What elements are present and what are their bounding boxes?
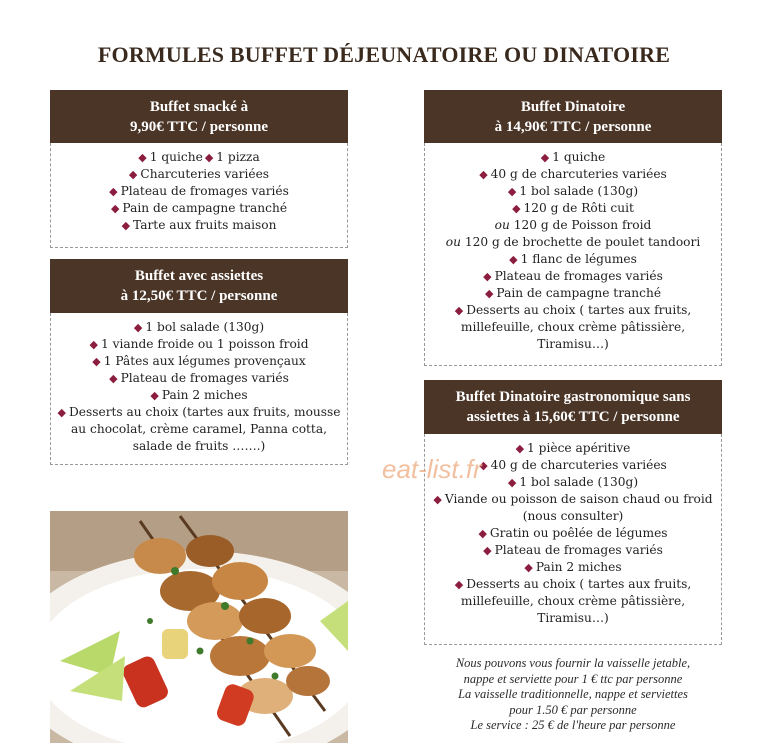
diamond-bullet-icon: ◆ [57, 406, 66, 419]
menu-item: ◆ Plateau de fromages variés [483, 543, 663, 557]
menu-item: ◆ 1 quiche ◆ 1 pizza [138, 150, 260, 164]
diamond-bullet-icon: ◆ [540, 151, 550, 164]
diamond-bullet-icon: ◆ [109, 185, 118, 198]
card-title: Buffet Dinatoire gastronomique sans [455, 389, 691, 405]
menu-item: ◆ Desserts au choix ( tartes aux fruits, [454, 303, 692, 317]
menu-item-continued: millefeuille, choux crème pâtissière, [460, 320, 686, 334]
card-header [424, 380, 722, 434]
menu-item: ◆ 1 quiche [540, 150, 606, 164]
menu-item: ◆ Viande ou poisson de saison chaud ou froid [433, 492, 713, 506]
menu-item: ◆ Pain 2 miches [524, 560, 622, 574]
card-title: Buffet avec assiettes [134, 268, 264, 284]
menu-item-continued: (nous consulter) [522, 509, 624, 523]
diamond-bullet-icon: ◆ [507, 476, 517, 489]
diamond-bullet-icon: ◆ [109, 372, 118, 385]
card-buffet-dinatoire [424, 90, 722, 366]
menu-item: ◆ Tarte aux fruits maison [121, 218, 277, 232]
menu-item: ◆ Desserts au choix (tartes aux fruits, mousse [57, 405, 341, 419]
menu-item: ◆ 1 pièce apéritive [515, 441, 631, 455]
menu-item: ◆ 40 g de charcuteries variées [479, 458, 667, 472]
menu-item: ◆ 120 g de Rôti cuit [512, 201, 634, 215]
menu-item: ◆ Pain de campagne tranché [110, 201, 288, 215]
menu-item-continued: Tiramisu…) [537, 611, 609, 625]
diamond-bullet-icon: ◆ [92, 355, 101, 368]
menu-item: ◆ 1 bol salade (130g) [507, 184, 639, 198]
footnote [424, 656, 722, 734]
menu-item: ◆ Pain 2 miches [150, 388, 248, 402]
diamond-bullet-icon: ◆ [110, 202, 120, 215]
watermark: eat-list.fr [382, 454, 482, 484]
menu-item: ◆ 1 bol salade (130g) [133, 320, 265, 334]
card-title: Buffet Dinatoire [520, 98, 626, 115]
diamond-bullet-icon: ◆ [479, 459, 488, 472]
footnote-line: Nous pouvons vous fournir la vaisselle jetable, [455, 656, 691, 670]
diamond-bullet-icon: ◆ [484, 287, 494, 300]
menu-item: ◆ 1 bol salade (130g) [507, 475, 639, 489]
diamond-bullet-icon: ◆ [138, 151, 147, 164]
diamond-bullet-icon: ◆ [524, 561, 533, 574]
menu-item-continued: au chocolat, crème caramel, Panna cotta, [71, 422, 327, 436]
diamond-bullet-icon: ◆ [483, 544, 492, 557]
diamond-bullet-icon: ◆ [204, 151, 214, 164]
menu-item-continued: Tiramisu…) [537, 337, 609, 351]
diamond-bullet-icon: ◆ [483, 270, 492, 283]
menu-item: ◆ 1 Pâtes aux légumes provençaux [92, 354, 306, 368]
menu-item: ◆ Charcuteries variées [128, 167, 270, 181]
diamond-bullet-icon: ◆ [89, 338, 98, 351]
food-photo-skewers [50, 511, 348, 743]
card-price: à 12,50€ TTC / personne [120, 288, 278, 304]
menu-item: ◆ 1 viande froide ou 1 poisson froid [89, 337, 309, 351]
card-price: 9,90€ TTC / personne [129, 118, 269, 135]
card-header [50, 90, 348, 143]
card-buffet-gastronomique [424, 380, 722, 645]
diamond-bullet-icon: ◆ [133, 321, 143, 334]
menu-item: ◆ 40 g de charcuteries variées [479, 167, 667, 181]
footnote-line: pour 1.50 € par personne [509, 702, 637, 717]
menu-alternative: ou 120 g de brochette de poulet tandoori [445, 235, 701, 249]
footnote-line: nappe et serviette pour 1 € ttc par personne [463, 671, 683, 686]
card-buffet-snacke [50, 90, 348, 248]
diamond-bullet-icon: ◆ [454, 578, 464, 591]
menu-item-continued: millefeuille, choux crème pâtissière, [460, 594, 686, 608]
card-title: Buffet snacké à [149, 98, 249, 115]
card-header [424, 90, 722, 143]
menu-item: ◆ Pain de campagne tranché [484, 286, 662, 300]
menu-item-continued: salade de fruits …….) [132, 439, 266, 453]
diamond-bullet-icon: ◆ [509, 253, 518, 266]
footnote-line: La vaisselle traditionnelle, nappe et serviettes [458, 687, 688, 701]
diamond-bullet-icon: ◆ [454, 304, 464, 317]
card-body [50, 313, 348, 465]
diamond-bullet-icon: ◆ [128, 168, 138, 181]
diamond-bullet-icon: ◆ [150, 389, 159, 402]
card-price: à 14,90€ TTC / personne [494, 118, 652, 135]
diamond-bullet-icon: ◆ [507, 185, 517, 198]
menu-item: ◆ Gratin ou poêlée de légumes [478, 526, 668, 540]
diamond-bullet-icon: ◆ [433, 493, 442, 506]
card-body [424, 143, 722, 366]
menu-item: ◆ Plateau de fromages variés [109, 371, 289, 385]
card-body [50, 143, 348, 248]
diamond-bullet-icon: ◆ [121, 219, 131, 232]
page-title: FORMULES BUFFET DÉJEUNATOIRE OU DINATOIRE [97, 42, 671, 67]
card-buffet-assiettes [50, 259, 348, 465]
menu-item: ◆ Plateau de fromages variés [483, 269, 663, 283]
diamond-bullet-icon: ◆ [479, 168, 488, 181]
card-header [50, 259, 348, 313]
diamond-bullet-icon: ◆ [478, 527, 487, 540]
menu-item: ◆ Desserts au choix ( tartes aux fruits, [454, 577, 692, 591]
menu-alternative: ou 120 g de Poisson froid [494, 218, 652, 232]
menu-item: ◆ Plateau de fromages variés [109, 184, 289, 198]
card-price: assiettes à 15,60€ TTC / personne [466, 409, 680, 425]
menu-item: ◆ 1 flanc de légumes [509, 252, 637, 266]
footnote-line: Le service : 25 € de l'heure par personne [470, 718, 676, 732]
diamond-bullet-icon: ◆ [515, 442, 525, 455]
diamond-bullet-icon: ◆ [512, 202, 521, 215]
